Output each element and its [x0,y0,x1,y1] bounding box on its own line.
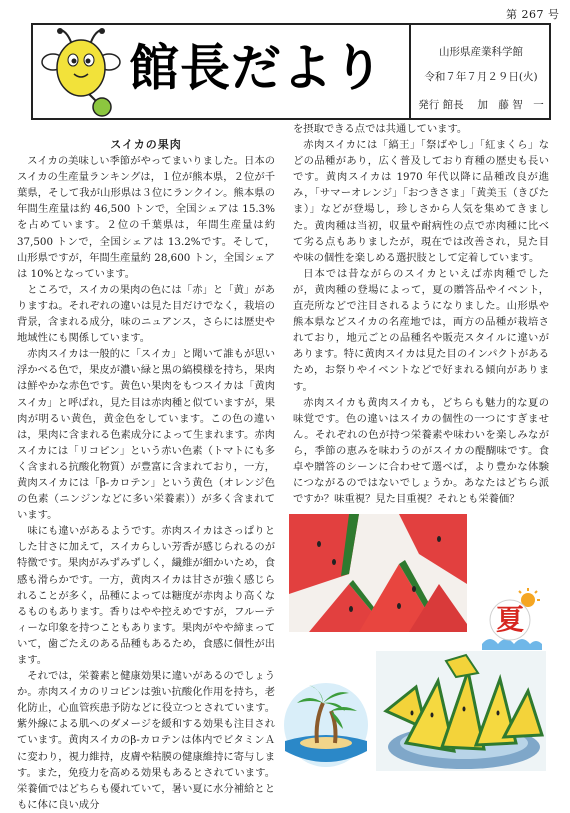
museum-name: 山形県産業科学館 [439,46,523,58]
article-paragraph: 赤肉スイカは一般的に「スイカ」と聞いて誰もが思い浮かべる色で，果皮が濃い緑と黒の縞模様を持ち，果肉は鮮やかな赤色です。黄色い果肉をもつスイカは「黄肉スイカ」と呼ばれ，見た目は赤肉種と似ていますが，果肉が明るい黄色，黄金色をしています。この色の違いは，果肉に含まれる色素成分によって生まれます。赤肉スイカには「リコピン」という赤い色素（トマトにも多く含まれる抗酸化物質）が豊富に含まれており，一方，黄肉スイカには「β-カロテン」という黄色（オレンジ色の色素（ニンジンなどに多い栄養素））が多く含まれています。 [17,348,275,522]
article-paragraph: を摂取できる点では共通しています。 [293,123,468,135]
masthead [31,23,551,120]
article-paragraph: 赤肉スイカには「縞王」「祭ばやし」「紅まくら」などの品種があり，広く普及しており育種の歴史も長いです。黄肉スイカは 1970 年代以降に品種改良が進み，「サマーオレンジ」「おつきさま」「黄美玉（きびたま）」などが登場し，珍しさから人気を集めてきました。黄肉種は当初，収量や耐病性の点で赤肉種に比べて劣る点もありましたが，現在では改善され，見た目や味の個性を楽しめる選択肢として定着しています。 [293,139,549,264]
article-left-column [17,137,275,813]
article-paragraph: 赤肉スイカも黄肉スイカも，どちらも魅力的な夏の味覚です。色の違いはスイカの個性の一つにすぎません。それぞれの色が持つ栄養素や味わいを楽しみながら，季節の恵みを味わうのがスイカの醍醐味です。食卓や贈答のシーンに合わせて選べば，より豊かな体験につながるのではないでしょうか。あなたはどちら派ですか？味重視？見た目重視？それとも栄養価？ [293,396,549,506]
article-paragraph: 味にも違いがあるようです。赤肉スイカはさっぱりとした甘さに加えて，スイカらしい芳香が感じられるのが特徴です。果肉がみずみずしく，繊維が細かいため，食感も滑らかです。一方，黄肉スイカは甘さが強く感じられることが多く，品種によっては糖度が赤肉より高くなるものもあります。香りはやや控えめですが，フルーティーな印象を持つこともあります。果肉がやや締まっていて，歯ごたえのある品種もあるため，食感に個性が出ます。 [17,525,275,666]
article-paragraph: スイカの美味しい季節がやってまいりました。日本のスイカの生産量ランキングは，１位が熊本県，２位が千葉県，そして我が山形県は３位にランクイン。熊本県の年間生産量は約 46,500 トンで，全国シェアは 15.3%を占めています。２位の千葉県は，年間生産量は約 37,500 トンで，全国シェアは 13.2%です。そして，山形県ですが，年間生産量約 28,600 トン，全国シェアは 10%となっています。 [17,155,275,280]
article-paragraph: それでは，栄養素と健康効果に違いがあるのでしょうか。赤肉スイカのリコピンは強い抗酸化作用を持ち，老化防止，心血管疾患予防などに役立つとされています。紫外線による肌へのダメージを緩和する効果も注目されています。黄肉スイカのβ-カロテンは体内でビタミンＡに変わり，視力維持，皮膚や粘膜の健康維持に寄与します。また，免疫力を高める効果もあるとされています。栄養価ではどちらも優れていて，暑い夏に水分補給とともに体に良い成分 [17,670,275,811]
mascot-bee-icon [41,28,123,118]
palm-island-illustration [279,681,373,769]
red-watermelon-photo [289,514,467,632]
article-paragraph: 日本では昔ながらのスイカといえば赤肉種でしたが，黄肉種の登場によって，夏の贈答品やイベント，直売所などで注目されるようになりました。山形県や熊本県などスイカの名産地では，両方の品種が栽培されており，地元ごとの品種名や販売スタイルに違いがあります。特に黄肉スイカは見た目のインパクトがあるため，お祭りやイベントなどで好まれる傾向があります。 [293,267,549,393]
article-paragraph: ところで，スイカの果肉の色には「赤」と「黄」がありますね。それぞれの違いは見た目だけでなく，栽培の背景，含まれる成分，味のニュアンス，さらには歴史や地域性にも関係しています。 [17,283,275,345]
article-right-column [293,121,549,507]
newsletter-title: 館長だより [129,39,384,97]
issue-number: 第 267 号 [506,8,560,21]
yellow-watermelon-photo [376,651,546,771]
publisher-line: 発行 館長 加 藤 智 一 [418,99,544,111]
issue-date: 令和７年７月２９日(火) [424,71,538,83]
article-title: スイカの果肉 [110,138,182,151]
natsu-kanji-text: 夏 [495,603,524,636]
natsu-summer-illustration [476,588,544,650]
